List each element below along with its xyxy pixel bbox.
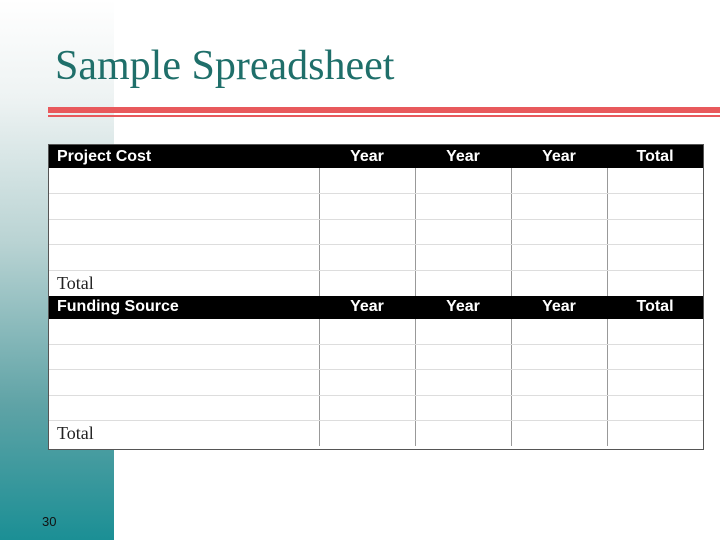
cell <box>607 319 703 345</box>
cell <box>415 395 511 421</box>
cost-blank-row <box>49 194 703 220</box>
cell <box>607 219 703 245</box>
cell <box>319 194 415 220</box>
cell <box>319 395 415 421</box>
cell <box>319 270 415 296</box>
cell <box>511 245 607 271</box>
funding-blank-row <box>49 344 703 370</box>
cost-blank-row <box>49 219 703 245</box>
cell <box>415 344 511 370</box>
spreadsheet-table <box>49 145 703 446</box>
cell <box>511 370 607 396</box>
cell <box>511 270 607 296</box>
cell <box>607 344 703 370</box>
cell <box>511 421 607 447</box>
cell <box>607 421 703 447</box>
header-cell-funding-source: Funding Source <box>49 296 319 319</box>
cell <box>511 219 607 245</box>
funding-total-row <box>49 421 703 447</box>
slide-title: Sample Spreadsheet <box>55 43 395 89</box>
cell <box>319 421 415 447</box>
cell <box>319 168 415 194</box>
cell <box>49 245 319 271</box>
cell <box>511 395 607 421</box>
funding-blank-row <box>49 395 703 421</box>
cell <box>49 219 319 245</box>
cell <box>319 245 415 271</box>
header-cell-year: Year <box>319 145 415 168</box>
cell <box>415 168 511 194</box>
cell <box>511 319 607 345</box>
title-rule-thick <box>48 107 720 113</box>
cell <box>607 270 703 296</box>
cell <box>319 344 415 370</box>
total-label: Total <box>49 421 319 447</box>
cell <box>49 194 319 220</box>
header-cell-year: Year <box>415 145 511 168</box>
header-cell-year: Year <box>511 296 607 319</box>
header-cell-year: Year <box>319 296 415 319</box>
cell <box>511 344 607 370</box>
cell <box>49 395 319 421</box>
cost-blank-row <box>49 168 703 194</box>
cell <box>319 370 415 396</box>
cell <box>511 194 607 220</box>
spreadsheet <box>48 144 704 450</box>
cell <box>49 370 319 396</box>
cell <box>415 319 511 345</box>
cell <box>49 344 319 370</box>
cell <box>415 421 511 447</box>
cell <box>319 219 415 245</box>
funding-header-row <box>49 296 703 319</box>
cell <box>415 245 511 271</box>
header-cell-total: Total <box>607 145 703 168</box>
funding-blank-row <box>49 370 703 396</box>
cell <box>607 194 703 220</box>
cost-blank-row <box>49 245 703 271</box>
header-cell-year: Year <box>511 145 607 168</box>
cell <box>49 319 319 345</box>
cell <box>511 168 607 194</box>
cell <box>49 168 319 194</box>
header-cell-project-cost: Project Cost <box>49 145 319 168</box>
funding-blank-row <box>49 319 703 345</box>
title-rule <box>48 107 720 118</box>
title-rule-thin <box>48 115 720 117</box>
header-cell-year: Year <box>415 296 511 319</box>
cost-total-row <box>49 270 703 296</box>
cell <box>607 370 703 396</box>
total-label: Total <box>49 270 319 296</box>
cell <box>607 245 703 271</box>
cell <box>607 168 703 194</box>
cost-header-row <box>49 145 703 168</box>
cell <box>415 370 511 396</box>
cell <box>415 194 511 220</box>
cell <box>607 395 703 421</box>
cell <box>415 270 511 296</box>
cell <box>415 219 511 245</box>
slide-number: 30 <box>42 514 57 529</box>
header-cell-total: Total <box>607 296 703 319</box>
cell <box>319 319 415 345</box>
